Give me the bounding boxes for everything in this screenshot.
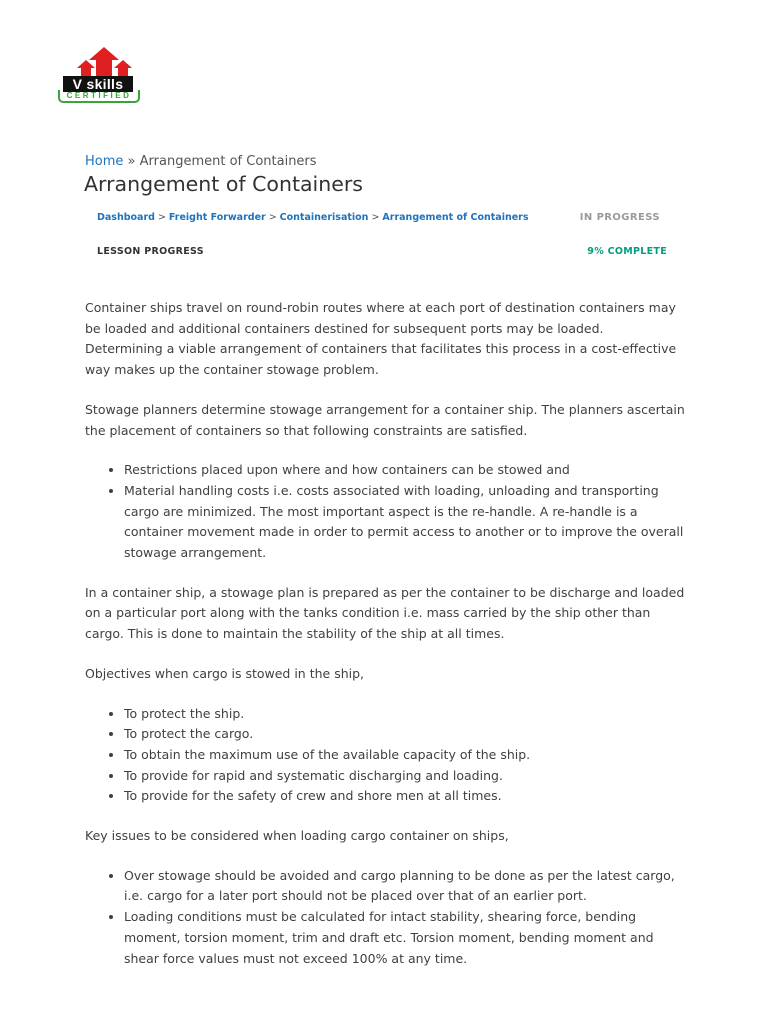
logo-wordmark: V skills [63,76,133,92]
logo-certified-label: CERTIFIED [58,90,140,103]
page-title: Arrangement of Containers [84,172,363,196]
content-paragraph: In a container ship, a stowage plan is prepared as per the container to be discharge and loaded on a particular port along with the tanks condition i.e. mass carried by the ship other than cargo. This is done to maintain the stability of the ship at all times. [85,584,685,642]
list-item: • To protect the ship. [124,704,685,725]
course-crumb-separator: > [268,212,277,223]
course-crumb-containerisation[interactable]: Containerisation [279,212,369,223]
content-paragraph: Objectives when cargo is stowed in the ship, [85,665,365,681]
course-crumb-freight-forwarder[interactable]: Freight Forwarder [168,212,266,223]
list-item: • Restrictions placed upon where and how containers can be stowed and [124,460,685,481]
objectives-list [85,704,685,808]
list-item: • Loading conditions must be calculated for intact stability, shearing force, bending moment, torsion moment, trim and draft etc. Torsion moment, bending moment and shear force values must not exceed 100% at any time. [124,907,685,969]
content-paragraph: Key issues to be considered when loading cargo container on ships, [85,828,509,844]
lesson-progress-label: LESSON PROGRESS [97,246,204,257]
course-crumb-separator: > [371,212,380,223]
list-item: • To provide for the safety of crew and shore men at all times. [124,786,685,807]
list-item: • Over stowage should be avoided and cargo planning to be done as per the latest cargo, i.e. cargo for a later port should not be placed over that of an earlier port. [124,866,685,907]
list-item: • To provide for rapid and systematic discharging and loading. [124,766,685,787]
arrow-up-icon [57,46,143,78]
breadcrumb-home-link[interactable]: Home [85,154,124,169]
breadcrumb [85,154,317,169]
list-item: • To protect the cargo. [124,724,685,745]
breadcrumb-separator: » [127,154,136,169]
lesson-content [85,298,685,988]
vskills-logo[interactable] [57,46,143,106]
course-breadcrumb [97,212,529,223]
key-issues-list [85,866,685,970]
course-crumb-separator: > [157,212,166,223]
course-crumb-dashboard[interactable]: Dashboard [97,212,155,223]
content-paragraph: Stowage planners determine stowage arrangement for a container ship. The planners ascertain the placement of containers so that following constraints are satisfied. [85,401,685,438]
course-crumb-lesson[interactable]: Arrangement of Containers [382,212,529,223]
list-item: • Material handling costs i.e. costs associated with loading, unloading and transporting cargo are minimized. The most important aspect is the re-handle. A re-handle is a container movement made in order to permit access to another or to improve the overall stowage arrangement. [124,481,685,564]
constraints-list [85,460,685,564]
lesson-progress-value: 9% COMPLETE [587,246,667,257]
lesson-status-badge: IN PROGRESS [579,212,660,223]
list-item: • To obtain the maximum use of the available capacity of the ship. [124,745,685,766]
content-paragraph: Container ships travel on round-robin routes where at each port of destination containers may be loaded and additional containers destined for subsequent ports may be loaded. Determining a viable arrangement of containers that facilitates this process in a cost-effective way makes up the container stowage problem. [85,300,677,378]
breadcrumb-current: Arrangement of Containers [139,154,317,169]
